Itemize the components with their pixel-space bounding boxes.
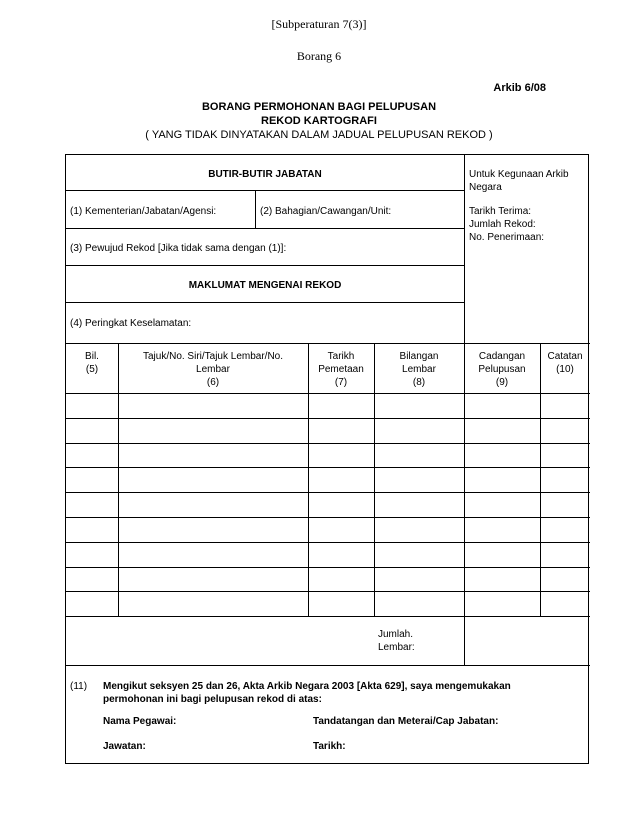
archive-divider <box>464 155 465 343</box>
archive-use-heading-2: Negara <box>469 182 502 193</box>
column-header: Bil. (5) <box>85 351 99 375</box>
column-header: Catatan (10) <box>547 351 583 375</box>
table-row[interactable] <box>66 591 590 616</box>
archive-ref-code: Arkib 6/08 <box>493 82 546 94</box>
signature-field[interactable]: Tandatangan dan Meterai/Cap Jabatan: <box>313 716 499 727</box>
disposal-form <box>65 154 589 764</box>
declaration-text: Mengikut seksyen 25 dan 26, Akta Arkib Negara 2003 [Akta 629], saya mengemukakan <box>103 681 511 692</box>
column-header: Tarikh Pemetaan (7) <box>318 351 364 388</box>
table-row[interactable] <box>66 517 590 542</box>
form-title: BORANG PERMOHONAN BAGI PELUPUSAN <box>201 101 437 113</box>
record-creator-field[interactable]: (3) Pewujud Rekod [Jika tidak sama dengan (1)]: <box>70 243 287 254</box>
rule <box>66 265 464 266</box>
form-scope-note: ( YANG TIDAK DINYATAKAN DALAM JADUAL PELUPUSAN REKOD ) <box>145 129 493 141</box>
record-count-field[interactable]: Jumlah Rekod: <box>469 219 536 230</box>
column-header: Tajuk/No. Siri/Tajuk Lembar/No. Lembar (6) <box>142 351 284 388</box>
rule <box>66 302 464 303</box>
table-row[interactable] <box>66 418 590 443</box>
rule <box>66 190 464 191</box>
date-field[interactable]: Tarikh: <box>313 741 346 752</box>
security-level-field[interactable]: (4) Peringkat Keselamatan: <box>70 318 192 329</box>
rule <box>66 616 590 617</box>
received-date-field[interactable]: Tarikh Terima: <box>469 206 532 217</box>
archive-use-heading: Untuk Kegunaan Arkib <box>469 169 569 180</box>
declaration-text-2: permohonan ini bagi pelupusan rekod di atas: <box>103 694 322 705</box>
record-info-heading: MAKLUMAT MENGENAI REKOD <box>188 280 342 291</box>
form-number: Borang 6 <box>296 49 342 63</box>
rule <box>66 343 590 344</box>
table-row[interactable] <box>66 393 590 418</box>
table-row[interactable] <box>66 467 590 492</box>
declaration-number: (11) <box>70 681 88 692</box>
table-row[interactable] <box>66 542 590 567</box>
total-sheets[interactable]: Jumlah. Lembar: <box>378 629 415 654</box>
division-field[interactable]: (2) Bahagian/Cawangan/Unit: <box>260 206 392 217</box>
column-header: Bilangan Lembar (8) <box>399 351 439 388</box>
position-field[interactable]: Jawatan: <box>103 741 146 752</box>
rule <box>66 665 590 666</box>
department-heading: BUTIR-BUTIR JABATAN <box>208 169 322 180</box>
column-header: Cadangan Pelupusan (9) <box>478 351 526 388</box>
rule <box>255 190 256 228</box>
officer-name-field[interactable]: Nama Pegawai: <box>103 716 177 727</box>
form-subtitle: REKOD KARTOGRAFI <box>261 115 377 127</box>
table-row[interactable] <box>66 492 590 517</box>
rule <box>66 228 464 229</box>
receipt-number-field[interactable]: No. Penerimaan: <box>469 232 545 243</box>
table-row[interactable] <box>66 443 590 468</box>
table-row[interactable] <box>66 567 590 592</box>
ministry-field[interactable]: (1) Kementerian/Jabatan/Agensi: <box>70 206 217 217</box>
regulation-reference: [Subperaturan 7(3)] <box>271 17 367 31</box>
